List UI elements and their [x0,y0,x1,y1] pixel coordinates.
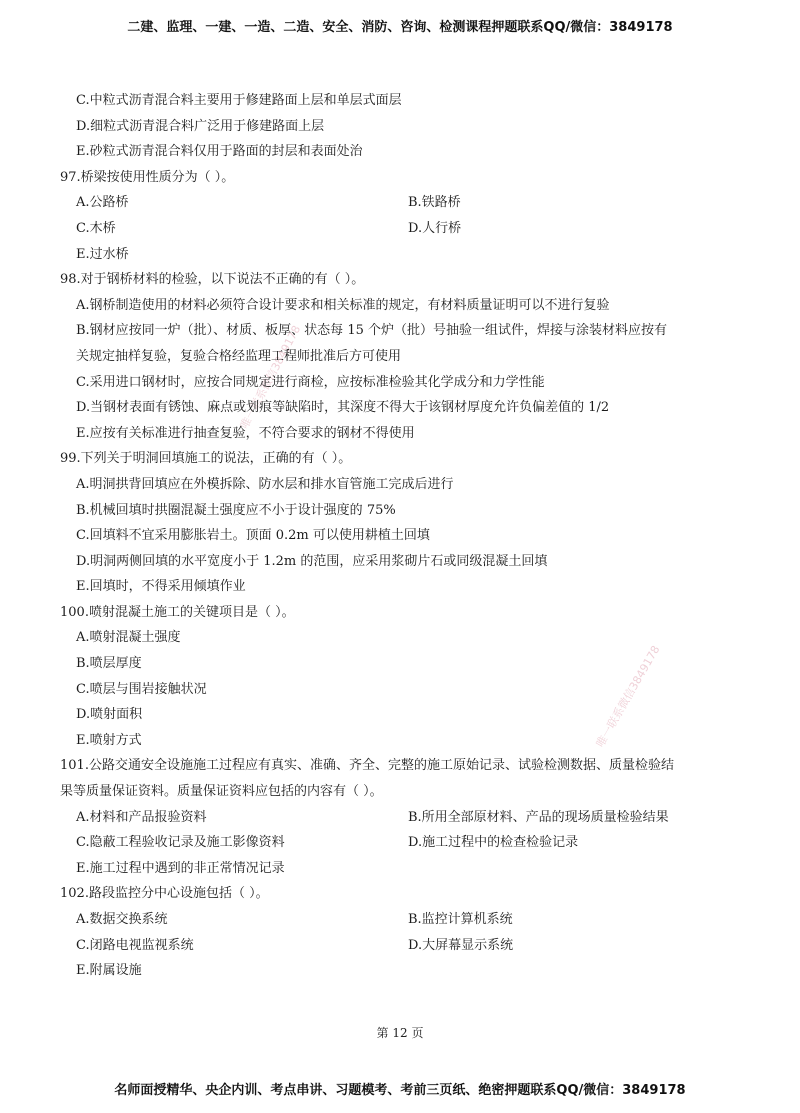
option-b: B.机械回填时拱圈混凝土强度应不小于设计强度的 75% [76,502,396,518]
option-e: E.喷射方式 [76,732,142,748]
option-a: A.材料和产品报验资料 [76,809,207,825]
question-101-stem-continued: 果等质量保证资料。质量保证资料应包括的内容有（ ）。 [60,784,383,800]
option-d: D.细粒式沥青混合料广泛用于修建路面上层 [76,118,325,134]
option-d: D.明洞两侧回填的水平宽度小于 1.2m 的范围，应采用浆砌片石或同级混凝土回填 [76,553,548,569]
option-c: C.采用进口钢材时，应按合同规定进行商检，应按标准检验其化学成分和力学性能 [76,374,545,390]
option-row [60,216,750,242]
option-b: B.所用全部原材料、产品的现场质量检验结果 [408,809,669,825]
header-banner: 二建、监理、一建、一造、二造、安全、消防、咨询、检测课程押题联系QQ/微信：3849178 [127,20,673,35]
option-b-continued: 关规定抽样复验，复验合格经监理工程师批准后方可使用 [76,348,402,364]
option-c: C.木桥 [76,220,116,236]
option-d: D.人行桥 [408,220,462,236]
option-d: D.当钢材表面有锈蚀、麻点或划痕等缺陷时，其深度不得大于该钢材厚度允许负偏差值的 1/2 [76,400,610,416]
question-98-stem: 98.对于钢桥材料的检验，以下说法不正确的有（ ）。 [60,272,365,288]
question-97-stem: 97.桥梁按使用性质分为（ ）。 [60,169,235,185]
option-c: C.闭路电视监视系统 [76,937,194,953]
option-a: A.明洞拱背回填应在外模拆除、防水层和排水盲管施工完成后进行 [76,476,454,492]
option-e: E.应按有关标准进行抽查复验，不符合要求的钢材不得使用 [76,425,415,441]
option-e: E.砂粒式沥青混合料仅用于路面的封层和表面处治 [76,144,363,160]
option-a: A.钢桥制造使用的材料必须符合设计要求和相关标准的规定，有材料质量证明可以不进行复验 [76,297,610,313]
footer-banner: 名师面授精华、央企内训、考点串讲、习题模考、考前三页纸、绝密押题联系QQ/微信：3849178 [114,1083,686,1098]
option-d: D.喷射面积 [76,707,143,723]
question-101-stem: 101.公路交通安全设施施工过程应有真实、准确、齐全、完整的施工原始记录、试验检测数据、质量检验结 [60,758,674,774]
option-c: C.中粒式沥青混合料主要用于修建路面上层和单层式面层 [76,93,402,108]
option-row [60,190,750,216]
option-e: E.过水桥 [76,246,129,262]
option-b: B.铁路桥 [408,195,461,211]
option-row [60,830,750,856]
option-c: C.隐蔽工程验收记录及施工影像资料 [76,835,285,851]
question-102-stem: 102.路段监控分中心设施包括（ ）。 [60,886,269,902]
option-d: D.施工过程中的检查检验记录 [408,835,579,851]
watermark-text: 唯一联系微信3849178 [237,323,304,432]
option-e: E.附属设施 [76,963,142,979]
option-e: E.回填时，不得采用倾填作业 [76,579,246,595]
option-row [60,805,750,831]
question-99-stem: 99.下列关于明洞回填施工的说法，正确的有（ ）。 [60,451,352,467]
option-a: A.公路桥 [76,195,129,211]
watermark-text: 唯一联系微信3849178 [593,643,663,750]
option-c: C.喷层与围岩接触状况 [76,681,207,697]
option-e: E.施工过程中遇到的非正常情况记录 [76,860,285,876]
option-c: C.回填料不宜采用膨胀岩土。顶面 0.2m 可以使用耕植土回填 [76,528,430,544]
question-100-stem: 100.喷射混凝土施工的关键项目是（ ）。 [60,604,295,620]
option-a: A.喷射混凝土强度 [76,630,181,646]
option-row [60,907,750,933]
option-d: D.大屏幕显示系统 [408,937,514,953]
option-b: B.喷层厚度 [76,656,142,672]
option-b: B.监控计算机系统 [408,912,513,927]
option-row [60,933,750,959]
option-a: A.数据交换系统 [76,912,168,927]
question-list [60,88,750,984]
option-b: B.钢材应按同一炉（批）、材质、板厚、状态每 15 个炉（批）号抽验一组试件，焊接与涂装材料应按有 [76,323,667,339]
page-number: 第 12 页 [376,1026,424,1040]
